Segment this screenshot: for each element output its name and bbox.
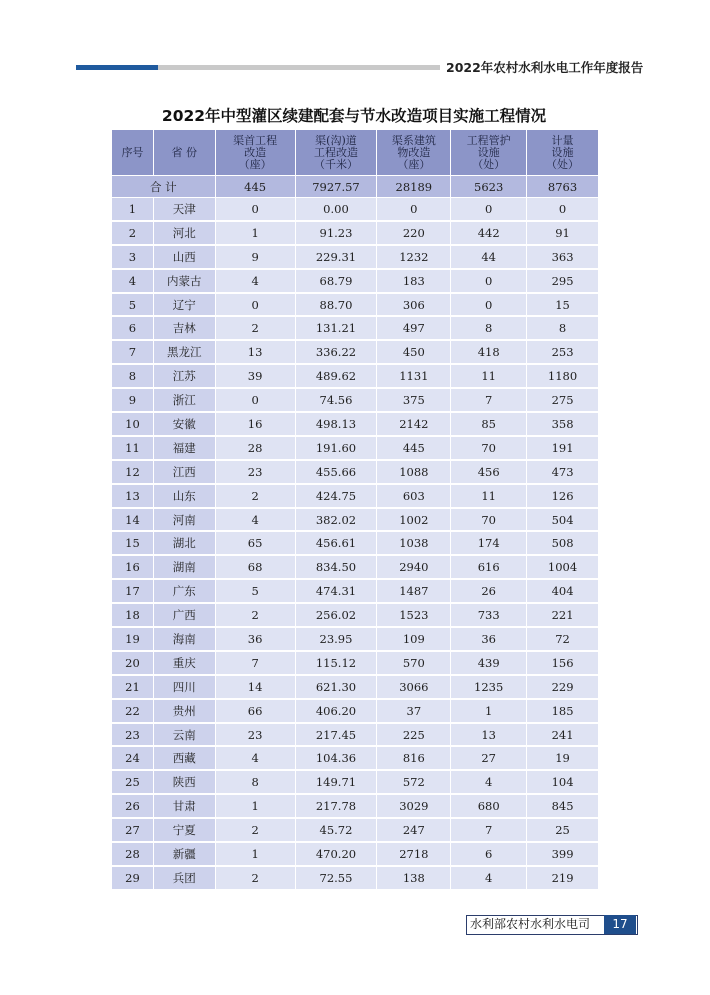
table-row <box>112 460 599 484</box>
table-row <box>112 603 599 627</box>
value-cell: 358 <box>527 412 599 436</box>
value-cell: 2940 <box>377 555 451 579</box>
row-index: 29 <box>112 866 154 890</box>
value-cell: 489.62 <box>295 364 377 388</box>
value-cell: 183 <box>377 269 451 293</box>
value-cell: 229 <box>527 675 599 699</box>
province-cell: 福建 <box>153 436 215 460</box>
table-row <box>112 699 599 723</box>
province-cell: 内蒙古 <box>153 269 215 293</box>
value-cell: 1004 <box>527 555 599 579</box>
table-row <box>112 293 599 317</box>
row-index: 11 <box>112 436 154 460</box>
value-cell: 220 <box>377 221 451 245</box>
value-cell: 0 <box>377 198 451 221</box>
value-cell: 65 <box>215 531 295 555</box>
value-cell: 1 <box>215 794 295 818</box>
value-cell: 174 <box>451 531 527 555</box>
total-cell: 28189 <box>377 176 451 198</box>
value-cell: 1523 <box>377 603 451 627</box>
value-cell: 0 <box>451 293 527 317</box>
row-index: 22 <box>112 699 154 723</box>
value-cell: 109 <box>377 627 451 651</box>
table-row <box>112 388 599 412</box>
value-cell: 39 <box>215 364 295 388</box>
row-index: 24 <box>112 746 154 770</box>
value-cell: 253 <box>527 340 599 364</box>
value-cell: 225 <box>377 723 451 747</box>
row-index: 13 <box>112 484 154 508</box>
value-cell: 72 <box>527 627 599 651</box>
page-number: 17 <box>604 915 636 934</box>
province-cell: 辽宁 <box>153 293 215 317</box>
value-cell: 1002 <box>377 508 451 532</box>
value-cell: 470.20 <box>295 842 377 866</box>
value-cell: 138 <box>377 866 451 890</box>
value-cell: 9 <box>215 245 295 269</box>
row-index: 12 <box>112 460 154 484</box>
value-cell: 45.72 <box>295 818 377 842</box>
row-index: 9 <box>112 388 154 412</box>
value-cell: 442 <box>451 221 527 245</box>
column-header: 工程管护 设施 （处） <box>451 130 527 176</box>
value-cell: 1 <box>215 221 295 245</box>
value-cell: 1232 <box>377 245 451 269</box>
value-cell: 0 <box>451 198 527 221</box>
table-header-row <box>112 130 599 176</box>
value-cell: 28 <box>215 436 295 460</box>
value-cell: 418 <box>451 340 527 364</box>
province-cell: 甘肃 <box>153 794 215 818</box>
value-cell: 0 <box>527 198 599 221</box>
value-cell: 91 <box>527 221 599 245</box>
table-row <box>112 627 599 651</box>
row-index: 7 <box>112 340 154 364</box>
value-cell: 27 <box>451 746 527 770</box>
footer-org: 水利部农村水利水电司 <box>470 917 591 931</box>
value-cell: 498.13 <box>295 412 377 436</box>
total-row <box>112 176 599 198</box>
row-index: 18 <box>112 603 154 627</box>
value-cell: 4 <box>215 746 295 770</box>
province-cell: 陕西 <box>153 770 215 794</box>
value-cell: 14 <box>215 675 295 699</box>
column-header: 序号 <box>112 130 154 176</box>
value-cell: 2 <box>215 484 295 508</box>
value-cell: 1131 <box>377 364 451 388</box>
value-cell: 424.75 <box>295 484 377 508</box>
value-cell: 91.23 <box>295 221 377 245</box>
value-cell: 504 <box>527 508 599 532</box>
table-row <box>112 484 599 508</box>
total-cell: 7927.57 <box>295 176 377 198</box>
value-cell: 399 <box>527 842 599 866</box>
value-cell: 306 <box>377 293 451 317</box>
row-index: 17 <box>112 579 154 603</box>
value-cell: 68.79 <box>295 269 377 293</box>
province-cell: 海南 <box>153 627 215 651</box>
value-cell: 66 <box>215 699 295 723</box>
value-cell: 2 <box>215 818 295 842</box>
value-cell: 5 <box>215 579 295 603</box>
value-cell: 2718 <box>377 842 451 866</box>
province-cell: 安徽 <box>153 412 215 436</box>
province-cell: 河南 <box>153 508 215 532</box>
value-cell: 256.02 <box>295 603 377 627</box>
value-cell: 8 <box>527 316 599 340</box>
table-title: 2022年中型灌区续建配套与节水改造项目实施工程情况 <box>161 107 547 125</box>
value-cell: 7 <box>215 651 295 675</box>
province-cell: 广西 <box>153 603 215 627</box>
value-cell: 191.60 <box>295 436 377 460</box>
value-cell: 834.50 <box>295 555 377 579</box>
value-cell: 131.21 <box>295 316 377 340</box>
province-cell: 天津 <box>153 198 215 221</box>
value-cell: 185 <box>527 699 599 723</box>
table-row <box>112 723 599 747</box>
table-row <box>112 651 599 675</box>
province-cell: 吉林 <box>153 316 215 340</box>
row-index: 5 <box>112 293 154 317</box>
value-cell: 37 <box>377 699 451 723</box>
table-row <box>112 842 599 866</box>
value-cell: 74.56 <box>295 388 377 412</box>
column-header: 计量 设施 （处） <box>527 130 599 176</box>
total-cell: 5623 <box>451 176 527 198</box>
province-cell: 西藏 <box>153 746 215 770</box>
value-cell: 4 <box>451 770 527 794</box>
value-cell: 445 <box>377 436 451 460</box>
table-row <box>112 866 599 890</box>
province-cell: 黑龙江 <box>153 340 215 364</box>
province-cell: 云南 <box>153 723 215 747</box>
value-cell: 13 <box>451 723 527 747</box>
table-row <box>112 746 599 770</box>
column-header: 渠系建筑 物改造 （座） <box>377 130 451 176</box>
row-index: 3 <box>112 245 154 269</box>
province-cell: 河北 <box>153 221 215 245</box>
value-cell: 1088 <box>377 460 451 484</box>
value-cell: 219 <box>527 866 599 890</box>
value-cell: 88.70 <box>295 293 377 317</box>
value-cell: 72.55 <box>295 866 377 890</box>
value-cell: 0 <box>215 293 295 317</box>
row-index: 23 <box>112 723 154 747</box>
province-cell: 湖南 <box>153 555 215 579</box>
table-row <box>112 508 599 532</box>
value-cell: 85 <box>451 412 527 436</box>
value-cell: 36 <box>451 627 527 651</box>
value-cell: 0 <box>215 198 295 221</box>
value-cell: 473 <box>527 460 599 484</box>
value-cell: 4 <box>215 508 295 532</box>
value-cell: 221 <box>527 603 599 627</box>
table-row <box>112 221 599 245</box>
value-cell: 1487 <box>377 579 451 603</box>
table-row <box>112 340 599 364</box>
table-row <box>112 245 599 269</box>
value-cell: 570 <box>377 651 451 675</box>
province-cell: 兵团 <box>153 866 215 890</box>
value-cell: 126 <box>527 484 599 508</box>
value-cell: 295 <box>527 269 599 293</box>
row-index: 8 <box>112 364 154 388</box>
value-cell: 191 <box>527 436 599 460</box>
value-cell: 70 <box>451 508 527 532</box>
province-cell: 江苏 <box>153 364 215 388</box>
report-header-title: 2022年农村水利水电工作年度报告 <box>446 60 644 75</box>
value-cell: 241 <box>527 723 599 747</box>
value-cell: 816 <box>377 746 451 770</box>
province-cell: 江西 <box>153 460 215 484</box>
value-cell: 336.22 <box>295 340 377 364</box>
value-cell: 68 <box>215 555 295 579</box>
value-cell: 275 <box>527 388 599 412</box>
value-cell: 26 <box>451 579 527 603</box>
value-cell: 247 <box>377 818 451 842</box>
table-row <box>112 531 599 555</box>
value-cell: 7 <box>451 388 527 412</box>
value-cell: 36 <box>215 627 295 651</box>
value-cell: 13 <box>215 340 295 364</box>
value-cell: 1038 <box>377 531 451 555</box>
value-cell: 450 <box>377 340 451 364</box>
value-cell: 104.36 <box>295 746 377 770</box>
table-row <box>112 794 599 818</box>
value-cell: 2 <box>215 316 295 340</box>
value-cell: 115.12 <box>295 651 377 675</box>
value-cell: 6 <box>451 842 527 866</box>
value-cell: 382.02 <box>295 508 377 532</box>
province-cell: 山东 <box>153 484 215 508</box>
value-cell: 156 <box>527 651 599 675</box>
column-header: 省 份 <box>153 130 215 176</box>
table-row <box>112 675 599 699</box>
value-cell: 0 <box>215 388 295 412</box>
header-accent-bar <box>76 65 158 70</box>
table-row <box>112 198 599 221</box>
value-cell: 217.78 <box>295 794 377 818</box>
value-cell: 16 <box>215 412 295 436</box>
value-cell: 680 <box>451 794 527 818</box>
row-index: 21 <box>112 675 154 699</box>
value-cell: 497 <box>377 316 451 340</box>
column-header: 渠首工程 改造 （座） <box>215 130 295 176</box>
province-cell: 宁夏 <box>153 818 215 842</box>
row-index: 26 <box>112 794 154 818</box>
value-cell: 11 <box>451 364 527 388</box>
province-cell: 重庆 <box>153 651 215 675</box>
row-index: 19 <box>112 627 154 651</box>
row-index: 14 <box>112 508 154 532</box>
total-cell: 445 <box>215 176 295 198</box>
row-index: 2 <box>112 221 154 245</box>
table-row <box>112 770 599 794</box>
value-cell: 474.31 <box>295 579 377 603</box>
value-cell: 406.20 <box>295 699 377 723</box>
value-cell: 11 <box>451 484 527 508</box>
value-cell: 15 <box>527 293 599 317</box>
row-index: 28 <box>112 842 154 866</box>
value-cell: 8 <box>215 770 295 794</box>
value-cell: 2 <box>215 603 295 627</box>
table-row <box>112 269 599 293</box>
row-index: 15 <box>112 531 154 555</box>
value-cell: 1180 <box>527 364 599 388</box>
value-cell: 456.61 <box>295 531 377 555</box>
row-index: 27 <box>112 818 154 842</box>
value-cell: 616 <box>451 555 527 579</box>
table-row <box>112 579 599 603</box>
value-cell: 1235 <box>451 675 527 699</box>
province-cell: 四川 <box>153 675 215 699</box>
table-row <box>112 555 599 579</box>
value-cell: 23 <box>215 723 295 747</box>
value-cell: 456 <box>451 460 527 484</box>
project-table <box>111 129 599 891</box>
value-cell: 375 <box>377 388 451 412</box>
value-cell: 3029 <box>377 794 451 818</box>
value-cell: 149.71 <box>295 770 377 794</box>
value-cell: 25 <box>527 818 599 842</box>
table-row <box>112 412 599 436</box>
value-cell: 229.31 <box>295 245 377 269</box>
value-cell: 1 <box>451 699 527 723</box>
value-cell: 23.95 <box>295 627 377 651</box>
value-cell: 70 <box>451 436 527 460</box>
province-cell: 湖北 <box>153 531 215 555</box>
total-cell: 8763 <box>527 176 599 198</box>
row-index: 25 <box>112 770 154 794</box>
header-divider-bar <box>158 65 440 70</box>
value-cell: 2 <box>215 866 295 890</box>
value-cell: 733 <box>451 603 527 627</box>
value-cell: 7 <box>451 818 527 842</box>
value-cell: 572 <box>377 770 451 794</box>
value-cell: 1 <box>215 842 295 866</box>
column-header: 渠(沟)道 工程改造 （千米） <box>295 130 377 176</box>
value-cell: 217.45 <box>295 723 377 747</box>
row-index: 4 <box>112 269 154 293</box>
table-row <box>112 818 599 842</box>
table-row <box>112 436 599 460</box>
value-cell: 603 <box>377 484 451 508</box>
row-index: 16 <box>112 555 154 579</box>
value-cell: 455.66 <box>295 460 377 484</box>
row-index: 1 <box>112 198 154 221</box>
table-row <box>112 364 599 388</box>
province-cell: 新疆 <box>153 842 215 866</box>
value-cell: 0.00 <box>295 198 377 221</box>
value-cell: 621.30 <box>295 675 377 699</box>
table-row <box>112 316 599 340</box>
value-cell: 8 <box>451 316 527 340</box>
province-cell: 贵州 <box>153 699 215 723</box>
row-index: 10 <box>112 412 154 436</box>
value-cell: 404 <box>527 579 599 603</box>
value-cell: 19 <box>527 746 599 770</box>
value-cell: 508 <box>527 531 599 555</box>
value-cell: 4 <box>451 866 527 890</box>
value-cell: 3066 <box>377 675 451 699</box>
value-cell: 439 <box>451 651 527 675</box>
row-index: 20 <box>112 651 154 675</box>
value-cell: 845 <box>527 794 599 818</box>
value-cell: 104 <box>527 770 599 794</box>
value-cell: 363 <box>527 245 599 269</box>
value-cell: 0 <box>451 269 527 293</box>
total-label: 合 计 <box>112 176 216 198</box>
province-cell: 浙江 <box>153 388 215 412</box>
province-cell: 山西 <box>153 245 215 269</box>
row-index: 6 <box>112 316 154 340</box>
value-cell: 23 <box>215 460 295 484</box>
province-cell: 广东 <box>153 579 215 603</box>
value-cell: 2142 <box>377 412 451 436</box>
value-cell: 4 <box>215 269 295 293</box>
value-cell: 44 <box>451 245 527 269</box>
